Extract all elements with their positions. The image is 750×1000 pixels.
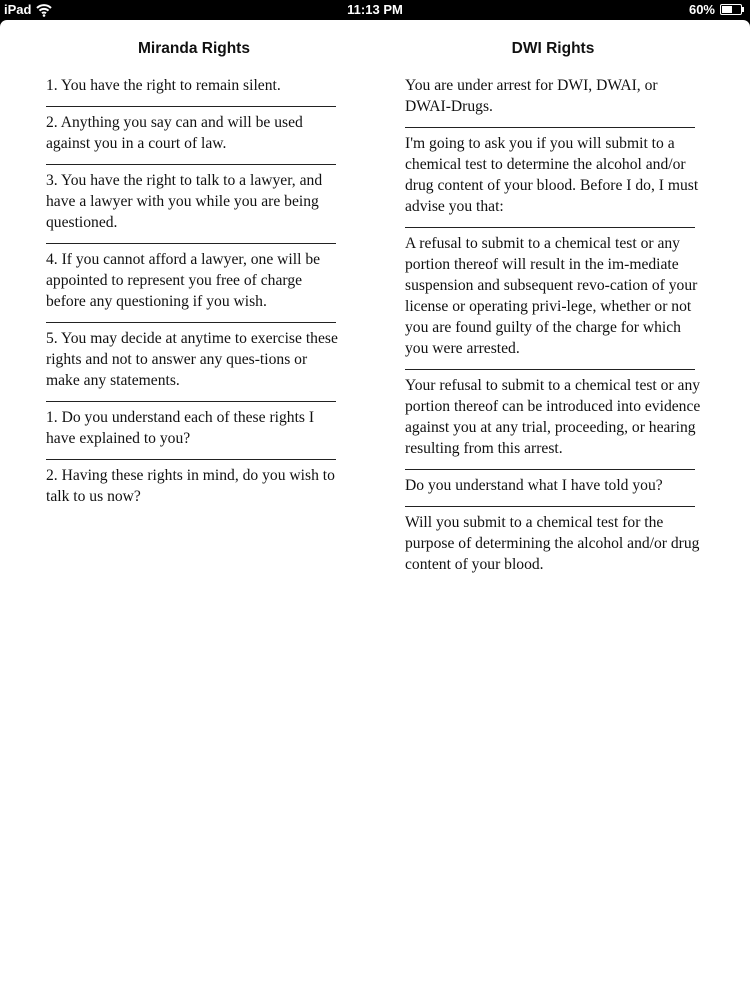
miranda-heading: Miranda Rights: [138, 40, 250, 57]
dwi-item: A refusal to submit to a chemical test or any portion thereof will result in the im-mediate suspension and subsequent revo-cation of your license or operating privi-lege, whether or not you are found guilty of the charge for which you were arrested.: [405, 235, 698, 357]
miranda-divider: [46, 322, 336, 323]
dwi-item: Your refusal to submit to a chemical test or any portion thereof can be introduced into evidence against you at any trial, proceeding, or hearing resulting from this arrest.: [405, 377, 701, 457]
dwi-item: Will you submit to a chemical test for the purpose of determining the alcohol and/or drug content of your blood.: [405, 514, 700, 573]
status-right: [689, 2, 744, 17]
battery-percent: 60%: [688, 2, 715, 17]
status-time: 11:13 PM: [347, 2, 403, 17]
dwi-item: I'm going to ask you if you will submit to a chemical test to determine the alcohol and/or drug content of your blood. Before I do, I must advise you that:: [405, 135, 699, 215]
dwi-divider: [405, 469, 695, 470]
dwi-divider: [405, 127, 695, 128]
status-bar: [0, 0, 750, 20]
miranda-divider: [46, 243, 336, 244]
device-name: iPad: [4, 2, 32, 17]
miranda-divider: [46, 459, 336, 460]
miranda-item: 5. You may decide at anytime to exercise these rights and not to answer any ques-tions or make any statements.: [46, 330, 338, 389]
miranda-divider: [46, 401, 336, 402]
miranda-list: [46, 75, 342, 517]
miranda-item: 2. Anything you say can and will be used against you in a court of law.: [46, 114, 303, 152]
dwi-divider: [405, 227, 695, 228]
miranda-column: [46, 40, 342, 517]
dwi-item: You are under arrest for DWI, DWAI, or DWAI-Drugs.: [405, 77, 658, 115]
miranda-divider: [46, 164, 336, 165]
miranda-item: 1. Do you understand each of these rights I have explained to you?: [46, 409, 315, 447]
dwi-divider: [405, 369, 695, 370]
dwi-list: [405, 75, 701, 585]
battery-fill: [722, 6, 732, 13]
miranda-item: 3. You have the right to talk to a lawyer, and have a lawyer with you while you are being questioned.: [46, 172, 323, 231]
dwi-divider: [405, 506, 695, 507]
document-page: [0, 20, 750, 1000]
dwi-column: [405, 40, 701, 585]
miranda-item: 4. If you cannot afford a lawyer, one will be appointed to represent you free of charge before any questioning if you wish.: [46, 251, 321, 310]
miranda-item: 1. You have the right to remain silent.: [46, 77, 281, 94]
miranda-divider: [46, 106, 336, 107]
dwi-heading: DWI Rights: [511, 40, 595, 57]
battery-icon: [720, 4, 744, 15]
dwi-item: Do you understand what I have told you?: [405, 477, 663, 494]
miranda-item: 2. Having these rights in mind, do you wish to talk to us now?: [46, 467, 335, 505]
